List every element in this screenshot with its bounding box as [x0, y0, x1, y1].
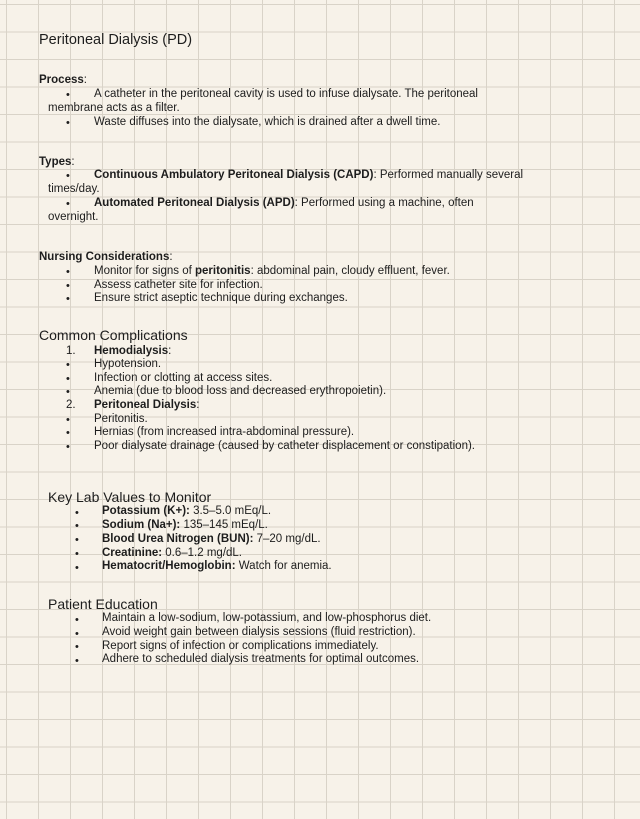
- bullet-icon: •: [75, 628, 79, 640]
- lab-item: Blood Urea Nitrogen (BUN): 7–20 mg/dL.: [102, 533, 321, 545]
- bullet-icon: •: [75, 534, 79, 546]
- labs-heading: Key Lab Values to Monitor: [48, 489, 212, 505]
- complications-group-1: Hemodialysis:: [94, 345, 172, 357]
- complication-item: Peritonitis.: [94, 413, 148, 425]
- bullet-icon: •: [75, 641, 79, 653]
- bullet-icon: •: [75, 655, 79, 667]
- nursing-heading: Nursing Considerations:: [39, 251, 173, 263]
- education-item: Avoid weight gain between dialysis sessions (fluid restriction).: [102, 626, 416, 638]
- bullet-icon: •: [75, 614, 79, 626]
- complication-item: Anemia (due to blood loss and decreased erythropoietin).: [94, 385, 387, 397]
- bullet-icon: •: [75, 520, 79, 532]
- complications-heading: Common Complications: [39, 327, 188, 343]
- bullet-icon: •: [66, 441, 70, 453]
- bullet-icon: •: [75, 562, 79, 574]
- bullet-icon: •: [66, 359, 70, 371]
- complication-item: Poor dialysate drainage (caused by catheter displacement or constipation).: [94, 440, 475, 452]
- complication-item: Hernias (from increased intra-abdominal pressure).: [94, 426, 355, 438]
- complications-num-1: 1.: [66, 345, 76, 357]
- lab-item: Potassium (K+): 3.5–5.0 mEq/L.: [102, 505, 272, 517]
- education-heading: Patient Education: [48, 596, 158, 612]
- lab-item: Hematocrit/Hemoglobin: Watch for anemia.: [102, 560, 332, 572]
- complication-item: Hypotension.: [94, 358, 162, 370]
- types-heading: Types:: [39, 156, 75, 168]
- process-item-1: A catheter in the peritoneal cavity is used to infuse dialysate. The peritoneal: [94, 88, 478, 100]
- bullet-icon: •: [66, 117, 70, 129]
- bullet-icon: •: [66, 198, 70, 210]
- nursing-item-3: Ensure strict aseptic technique during exchanges.: [94, 292, 348, 304]
- complications-group-2: Peritoneal Dialysis:: [94, 399, 200, 411]
- process-heading: Process:: [39, 74, 87, 86]
- nursing-item-2: Assess catheter site for infection.: [94, 279, 263, 291]
- lab-item: Creatinine: 0.6–1.2 mg/dL.: [102, 547, 242, 559]
- bullet-icon: •: [66, 373, 70, 385]
- education-item: Maintain a low-sodium, low-potassium, and low-phosphorus diet.: [102, 612, 432, 624]
- bullet-icon: •: [75, 507, 79, 519]
- bullet-icon: •: [75, 548, 79, 560]
- bullet-icon: •: [66, 427, 70, 439]
- bullet-icon: •: [66, 266, 70, 278]
- types-item-1: Continuous Ambulatory Peritoneal Dialysis (CAPD): Performed manually several: [94, 169, 524, 181]
- types-item-1-cont: times/day.: [48, 183, 100, 195]
- page-title: Peritoneal Dialysis (PD): [39, 32, 193, 48]
- types-item-2: Automated Peritoneal Dialysis (APD): Performed using a machine, often: [94, 197, 474, 209]
- education-item: Adhere to scheduled dialysis treatments for optimal outcomes.: [102, 653, 420, 665]
- bullet-icon: •: [66, 386, 70, 398]
- bullet-icon: •: [66, 170, 70, 182]
- lab-item: Sodium (Na+): 135–145 mEq/L.: [102, 519, 268, 531]
- bullet-icon: •: [66, 89, 70, 101]
- education-item: Report signs of infection or complications immediately.: [102, 640, 379, 652]
- bullet-icon: •: [66, 414, 70, 426]
- process-item-2: Waste diffuses into the dialysate, which is drained after a dwell time.: [94, 116, 441, 128]
- bullet-icon: •: [66, 280, 70, 292]
- bullet-icon: •: [66, 293, 70, 305]
- nursing-item-1: Monitor for signs of peritonitis: abdominal pain, cloudy effluent, fever.: [94, 265, 450, 277]
- complications-num-2: 2.: [66, 399, 76, 411]
- complication-item: Infection or clotting at access sites.: [94, 372, 273, 384]
- process-item-1-cont: membrane acts as a filter.: [48, 102, 180, 114]
- types-item-2-cont: overnight.: [48, 211, 99, 223]
